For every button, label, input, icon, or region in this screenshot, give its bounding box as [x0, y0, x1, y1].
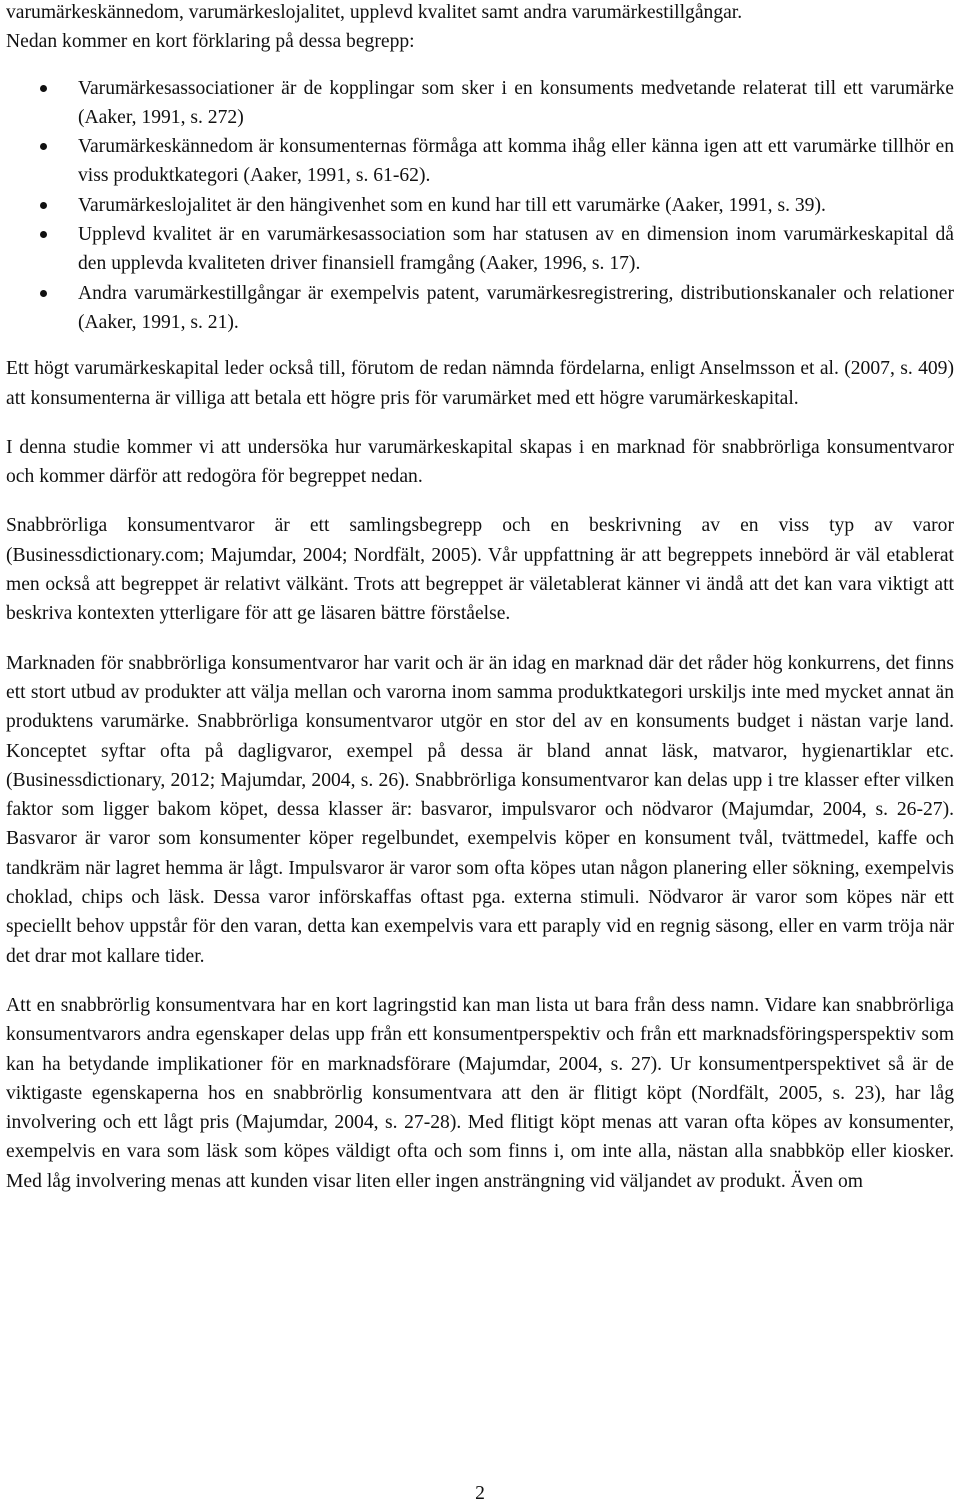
body-paragraph: Att en snabbrörlig konsumentvara har en kort lagringstid kan man lista ut bara från dess namn. Vidare kan snabbrörliga konsumentvarors andra egenskaper delas upp från ett konsumentperspektiv och från ett marknadsföringsperspektiv som kan ha betydande implikationer för en marknadsförare (Majumdar, 2004, s. 27). Ur konsumentperspektivet så är de viktigaste egenskaperna hos en snabbrörlig konsumentvara att den är flitigt köpt (Nordfält, 2005, s. 23), har låg involvering och ett lågt pris (Majumdar, 2004, s. 27-28). Med flitigt köpt menas att varan ofta köpes av konsumenter, exempelvis en vara som läsk som köpes väldigt ofta och som finns i, om inte alla, nästan alla snabbköp eller kiosker. Med låg involvering menas att kunden visar liten eller ingen ansträngning vid väljandet av produkt. Även om	[6, 994, 954, 1192]
bullet-dot-icon	[40, 202, 47, 209]
bullet-text: Andra varumärkestillgångar är exempelvis patent, varumärkesregistrering, distributionskanaler och relationer (Aaker, 1991, s. 21).	[78, 282, 954, 333]
bullet-dot-icon	[40, 290, 47, 297]
page-number: 2	[475, 1483, 485, 1504]
bullet-text: Varumärkeskännedom är konsumenternas förmåga att komma ihåg eller känna igen att ett varumärke tillhör en viss produktkategori (Aaker, 1991, s. 61-62).	[78, 136, 954, 187]
bullet-text: Varumärkeslojalitet är den hängivenhet som en kund har till ett varumärke (Aaker, 1991, s. 39).	[78, 194, 826, 216]
intro-line-2: Nedan kommer en kort förklaring på dessa begrepp:	[6, 31, 415, 53]
body-paragraph: Snabbrörliga konsumentvaror är ett samlingsbegrepp och en beskrivning av en viss typ av varor (Businessdictionary.com; Majumdar, 2004; Nordfält, 2005). Vår uppfattning är att begreppets innebörd är väl etablerat men också att begreppet är relativt välkänt. Trots att begreppet är väletablerat känner vi ändå att det kan vara viktigt att beskriva kontexten ytterligare för att ge läsaren bättre förståelse.	[6, 515, 954, 625]
document-page	[6, 0, 954, 1196]
bullet-dot-icon	[40, 143, 47, 150]
bullet-item	[6, 132, 954, 191]
bullet-text: Varumärkesassociationer är de kopplingar som sker i en konsuments medvetande relaterat till ett varumärke (Aaker, 1991, s. 272)	[78, 77, 954, 128]
body-paragraph: Ett högt varumärkeskapital leder också till, förutom de redan nämnda fördelarna, enligt Anselmsson et al. (2007, s. 409) att konsumenterna är villiga att betala ett högre pris för varumärket med ett högre varumärkeskapital.	[6, 358, 954, 409]
bullet-list	[6, 74, 954, 338]
bullet-dot-icon	[40, 231, 47, 238]
bullet-item	[6, 191, 954, 220]
bullet-item	[6, 74, 954, 133]
bullet-item	[6, 220, 954, 279]
body-paragraph: I denna studie kommer vi att undersöka hur varumärkeskapital skapas i en marknad för snabbrörliga konsumentvaror och kommer därför att redogöra för begreppet nedan.	[6, 436, 954, 488]
bullet-item	[6, 279, 954, 338]
bullet-text: Upplevd kvalitet är en varumärkesassociation som har statusen av en dimension inom varumärkeskapital då den upplevda kvaliteten driver finansiell framgång (Aaker, 1996, s. 17).	[78, 224, 954, 275]
intro-line-1: varumärkeskännedom, varumärkeslojalitet, upplevd kvalitet samt andra varumärkestillgångar.	[6, 2, 743, 23]
body-paragraph: Marknaden för snabbrörliga konsumentvaror har varit och är än idag en marknad där det råder hög konkurrens, det finns ett stort utbud av produkter att välja mellan och varorna inom samma produktkategori urskiljs inte med mycket annat än produktens varumärke. Snabbrörliga konsumentvaror utgör en stor del av en konsuments budget i nästan varje land. Konceptet syftar ofta på dagligvaror, exempel på dessa är bland annat läsk, matvaror, hygienartiklar etc. (Businessdictionary, 2012; Majumdar, 2004, s. 26). Snabbrörliga konsumentvaror kan delas upp i tre klasser efter vilken faktor som ligger bakom köpet, dessa klasser är: basvaror, impulsvaror och nödvaror (Majumdar, 2004, s. 26-27). Basvaror är varor som konsumenter köper regelbundet, exempelvis köper en konsument tvål, tvättmedel, kaffe och tandkräm när lagret hemma är lågt. Impulsvaror är varor som ofta köpes utan någon planering eller sökning, exempelvis choklad, chips och läsk. Dessa varor införskaffas oftast pga. externa stimuli. Nödvaror är varor som köpes när ett speciellt behov uppstår för den varan, detta kan exempelvis vara ett paraply vid en regnig säsong, eller en varm tröja när det drar mot kallare tider.	[6, 652, 954, 967]
bullet-dot-icon	[40, 85, 47, 92]
